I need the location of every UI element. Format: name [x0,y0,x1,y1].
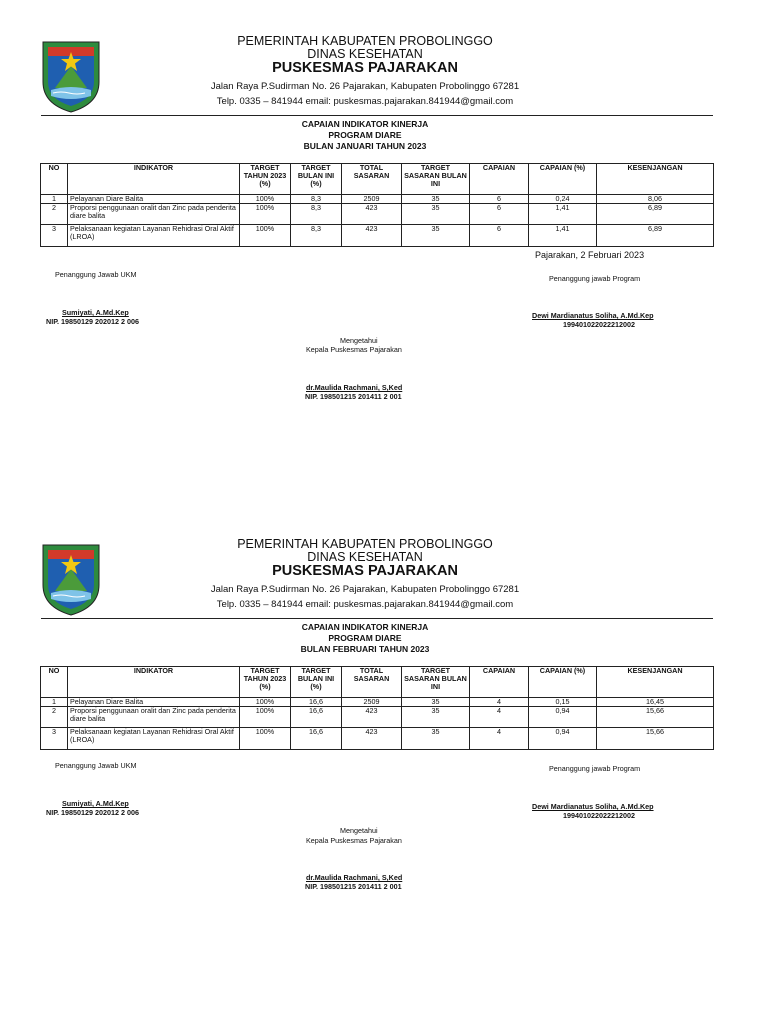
cell-indikator: Pelaksanaan kegiatan Layanan Rehidrasi Oral Aktif (LROA) [68,728,240,750]
cell-target-tahun: 100% [240,698,291,707]
cell-total-sasaran: 2509 [342,698,402,707]
cell-capaian: 4 [470,698,529,707]
pj-program-nip: 199401022022212002 [563,320,635,329]
cell-kesenjangan: 6,89 [597,225,714,247]
col-header-target-bulan: TARGET BULAN INI (%) [291,667,342,698]
pj-program-nip: 199401022022212002 [563,811,635,820]
header-institution: PUSKESMAS PAJARAKAN [272,60,458,76]
pj-program-role: Penanggung jawab Program [549,274,641,283]
col-header-kesenjangan: KESENJANGAN [597,164,714,195]
col-header-indikator: INDIKATOR [68,667,240,698]
cell-target-tahun: 100% [240,204,291,225]
approval-label: Mengetahui [340,826,378,835]
probolinggo-coat-of-arms-logo [41,543,101,617]
col-header-indikator: INDIKATOR [68,164,240,195]
probolinggo-coat-of-arms-logo [41,40,101,114]
pj-ukm-nip: NIP. 19850129 202012 2 006 [46,317,139,326]
cell-no: 3 [41,225,68,247]
cell-target-sasaran: 35 [402,204,470,225]
cell-no: 2 [41,707,68,728]
cell-kesenjangan: 16,45 [597,698,714,707]
cell-capaian-persen: 0,94 [529,707,597,728]
col-header-capaian-persen: CAPAIAN (%) [529,164,597,195]
header-government: PEMERINTAH KABUPATEN PROBOLINGGO [237,537,493,551]
pj-program-role: Penanggung jawab Program [549,764,641,773]
cell-capaian-persen: 0,94 [529,728,597,750]
header-divider [41,618,713,619]
cell-target-tahun: 100% [240,728,291,750]
cell-target-sasaran: 35 [402,698,470,707]
table-header-row [41,164,714,195]
head-nip: NIP. 198501215 201411 2 001 [305,882,402,891]
report-program: PROGRAM DIARE [328,130,402,140]
head-name: dr.Maulida Rachmani, S,Ked [306,873,403,882]
pj-ukm-nip: NIP. 19850129 202012 2 006 [46,808,139,817]
cell-target-bulan: 8,3 [291,195,342,204]
signing-date: Pajarakan, 2 Februari 2023 [535,250,645,260]
approval-role: Kepala Puskesmas Pajarakan [306,836,402,845]
col-header-target-sasaran: TARGET SASARAN BULAN INI [402,164,470,195]
pj-program-name: Dewi Mardianatus Soliha, A.Md.Kep [532,802,654,811]
indicator-table [40,163,714,247]
table-header-row [41,667,714,698]
header-department: DINAS KESEHATAN [307,47,423,61]
cell-target-tahun: 100% [240,225,291,247]
report-title: CAPAIAN INDIKATOR KINERJA [301,622,429,632]
cell-indikator: Proporsi penggunaan oralit dan Zinc pada penderita diare balita [68,204,240,225]
cell-no: 3 [41,728,68,750]
pj-ukm-name: Sumiyati, A.Md.Kep [62,799,129,808]
pj-ukm-name: Sumiyati, A.Md.Kep [62,308,129,317]
col-header-capaian: CAPAIAN [470,164,529,195]
table-row [41,698,714,707]
header-government: PEMERINTAH KABUPATEN PROBOLINGGO [237,34,493,48]
cell-target-sasaran: 35 [402,707,470,728]
header-address: Jalan Raya P.Sudirman No. 26 Pajarakan, Kabupaten Probolinggo 67281 [210,81,520,92]
cell-capaian-persen: 0,24 [529,195,597,204]
cell-target-bulan: 16,6 [291,728,342,750]
cell-indikator: Pelaksanaan kegiatan Layanan Rehidrasi Oral Aktif (LROA) [68,225,240,247]
cell-capaian-persen: 1,41 [529,225,597,247]
col-header-total-sasaran: TOTAL SASARAN [342,667,402,698]
table-row [41,195,714,204]
cell-indikator: Proporsi penggunaan oralit dan Zinc pada penderita diare balita [68,707,240,728]
col-header-capaian-persen: CAPAIAN (%) [529,667,597,698]
cell-total-sasaran: 423 [342,204,402,225]
report-february [0,503,768,1003]
cell-target-tahun: 100% [240,195,291,204]
cell-kesenjangan: 15,66 [597,707,714,728]
cell-capaian: 6 [470,195,529,204]
table-row [41,707,714,728]
pj-program-name: Dewi Mardianatus Soliha, A.Md.Kep [532,311,654,320]
cell-indikator: Pelayanan Diare Balita [68,195,240,204]
col-header-target-bulan: TARGET BULAN INI (%) [291,164,342,195]
head-name: dr.Maulida Rachmani, S,Ked [306,383,403,392]
cell-target-sasaran: 35 [402,728,470,750]
cell-capaian-persen: 1,41 [529,204,597,225]
col-header-target-tahun: TARGET TAHUN 2023 (%) [240,667,291,698]
approval-role: Kepala Puskesmas Pajarakan [306,345,402,354]
cell-no: 1 [41,195,68,204]
report-title: CAPAIAN INDIKATOR KINERJA [301,119,429,129]
cell-target-sasaran: 35 [402,225,470,247]
indicator-table [40,666,714,750]
cell-target-bulan: 16,6 [291,698,342,707]
col-header-total-sasaran: TOTAL SASARAN [342,164,402,195]
cell-capaian: 6 [470,204,529,225]
cell-kesenjangan: 6,89 [597,204,714,225]
cell-capaian: 6 [470,225,529,247]
cell-total-sasaran: 2509 [342,195,402,204]
col-header-kesenjangan: KESENJANGAN [597,667,714,698]
cell-no: 2 [41,204,68,225]
pj-ukm-role: Penanggung Jawab UKM [55,761,137,770]
cell-capaian-persen: 0,15 [529,698,597,707]
pj-ukm-role: Penanggung Jawab UKM [55,270,137,279]
cell-capaian: 4 [470,707,529,728]
report-period: BULAN JANUARI TAHUN 2023 [303,141,427,151]
table-row [41,728,714,750]
cell-target-sasaran: 35 [402,195,470,204]
cell-kesenjangan: 8,06 [597,195,714,204]
cell-indikator: Pelayanan Diare Balita [68,698,240,707]
col-header-target-sasaran: TARGET SASARAN BULAN INI [402,667,470,698]
header-divider [41,115,713,116]
col-header-capaian: CAPAIAN [470,667,529,698]
cell-target-bulan: 8,3 [291,225,342,247]
approval-label: Mengetahui [340,336,378,345]
header-contact: Telp. 0335 – 841944 email: puskesmas.pajarakan.841944@gmail.com [216,599,514,610]
header-contact: Telp. 0335 – 841944 email: puskesmas.pajarakan.841944@gmail.com [216,96,514,107]
report-period: BULAN FEBRUARI TAHUN 2023 [300,644,430,654]
cell-total-sasaran: 423 [342,707,402,728]
cell-kesenjangan: 15,66 [597,728,714,750]
col-header-target-tahun: TARGET TAHUN 2023 (%) [240,164,291,195]
table-row [41,225,714,247]
cell-total-sasaran: 423 [342,728,402,750]
col-header-no: NO [41,164,68,195]
cell-total-sasaran: 423 [342,225,402,247]
cell-no: 1 [41,698,68,707]
cell-target-bulan: 16,6 [291,707,342,728]
header-institution: PUSKESMAS PAJARAKAN [272,563,458,579]
table-row [41,204,714,225]
col-header-no: NO [41,667,68,698]
report-january [0,0,768,500]
cell-target-bulan: 8,3 [291,204,342,225]
header-department: DINAS KESEHATAN [307,550,423,564]
cell-capaian: 4 [470,728,529,750]
header-address: Jalan Raya P.Sudirman No. 26 Pajarakan, Kabupaten Probolinggo 67281 [210,584,520,595]
report-program: PROGRAM DIARE [328,633,402,643]
cell-target-tahun: 100% [240,707,291,728]
head-nip: NIP. 198501215 201411 2 001 [305,392,402,401]
